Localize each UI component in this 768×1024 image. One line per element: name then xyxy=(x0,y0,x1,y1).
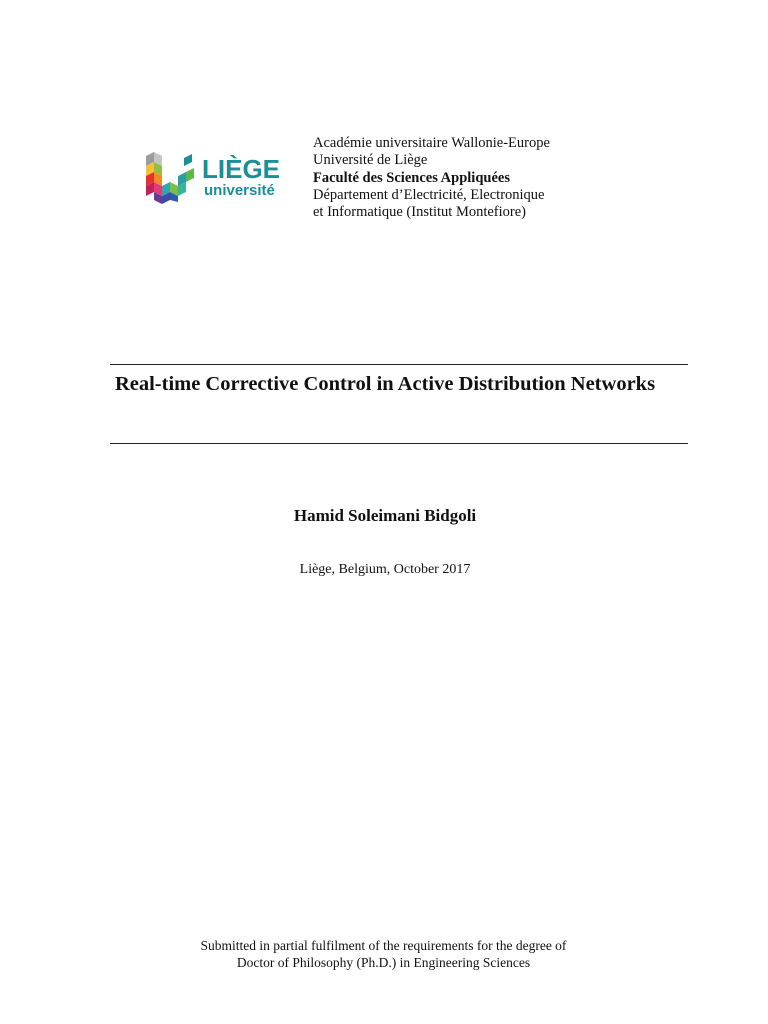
liege-logo-icon xyxy=(140,146,300,216)
author-name: Hamid Soleimani Bidgoli xyxy=(293,506,477,525)
university-logo xyxy=(140,146,300,216)
place-date: Liège, Belgium, October 2017 xyxy=(299,562,471,577)
submission-line2: Doctor of Philosophy (Ph.D.) in Engineering Sciences xyxy=(236,955,531,970)
institution-university: Université de Liège xyxy=(313,152,428,169)
logo-name-line1: LIÈGE xyxy=(202,154,281,184)
institution-faculty: Faculté des Sciences Appliquées xyxy=(313,169,510,186)
submission-statement xyxy=(110,937,657,971)
logo-name-line2: université xyxy=(204,182,275,199)
institution-department-line2: et Informatique (Institut Montefiore) xyxy=(313,204,527,221)
institution-block xyxy=(313,135,550,221)
title-rule-bottom xyxy=(110,443,688,444)
thesis-title: Real-time Corrective Control in Active Distribution Networks xyxy=(114,373,656,395)
submission-line1: Submitted in partial fulfilment of the requirements for the degree of xyxy=(200,938,567,953)
institution-department-line1: Département d’Electricité, Electronique xyxy=(313,186,545,203)
title-rule-top xyxy=(110,364,688,365)
institution-academy: Académie universitaire Wallonie-Europe xyxy=(313,135,550,151)
